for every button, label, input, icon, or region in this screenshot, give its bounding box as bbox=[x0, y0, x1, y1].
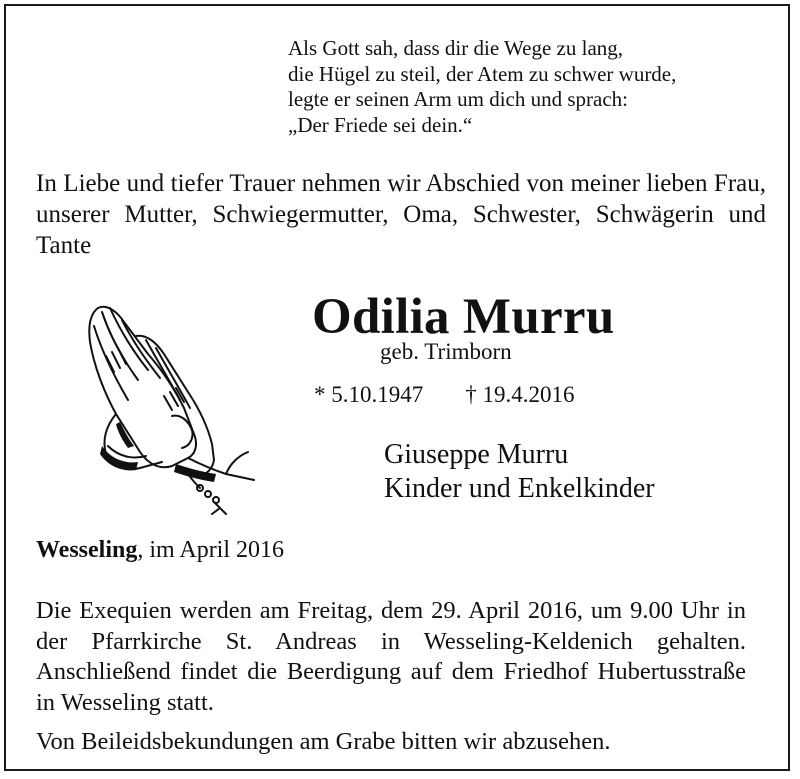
place-date bbox=[36, 537, 284, 564]
intro-text: In Liebe und tiefer Trauer nehmen wir Abschied von meiner lieben Frau, unserer Mutter, Schwiegermutter, Oma, Schwester, Schwägerin und Tante bbox=[36, 170, 766, 259]
mourners bbox=[384, 438, 655, 506]
life-dates bbox=[314, 382, 575, 408]
deceased-name: Odilia Murru bbox=[312, 289, 615, 345]
praying-hands-icon bbox=[76, 296, 261, 518]
obituary-notice bbox=[4, 4, 790, 771]
notice-date: , im April 2016 bbox=[137, 537, 285, 563]
poem-line: die Hügel zu steil, der Atem zu schwer wurde, bbox=[288, 61, 677, 86]
death-date: † 19.4.2016 bbox=[465, 382, 575, 407]
closing-note: Von Beileidsbekundungen am Grabe bitten wir abzusehen. bbox=[36, 728, 611, 755]
mourner-line: Kinder und Enkelkinder bbox=[384, 473, 655, 504]
poem-line: Als Gott sah, dass dir die Wege zu lang, bbox=[288, 36, 624, 60]
birth-date: * 5.10.1947 bbox=[314, 382, 424, 407]
mourner-line: Giuseppe Murru bbox=[384, 439, 569, 470]
poem-line: legte er seinen Arm um dich und sprach: bbox=[288, 87, 628, 111]
place-name: Wesseling bbox=[36, 537, 138, 563]
funeral-details: Die Exequien werden am Freitag, dem 29. April 2016, um 9.00 Uhr in der Pfarrkirche St. Andreas in Wesseling-Keldenich gehalten. Anschließend findet die Beerdigung auf dem Friedhof Hubertusstraße in Wesseling statt. bbox=[36, 597, 746, 716]
maiden-name: geb. Trimborn bbox=[380, 339, 512, 364]
poem-line: „Der Friede sei dein.“ bbox=[288, 112, 473, 137]
poem bbox=[288, 36, 768, 138]
